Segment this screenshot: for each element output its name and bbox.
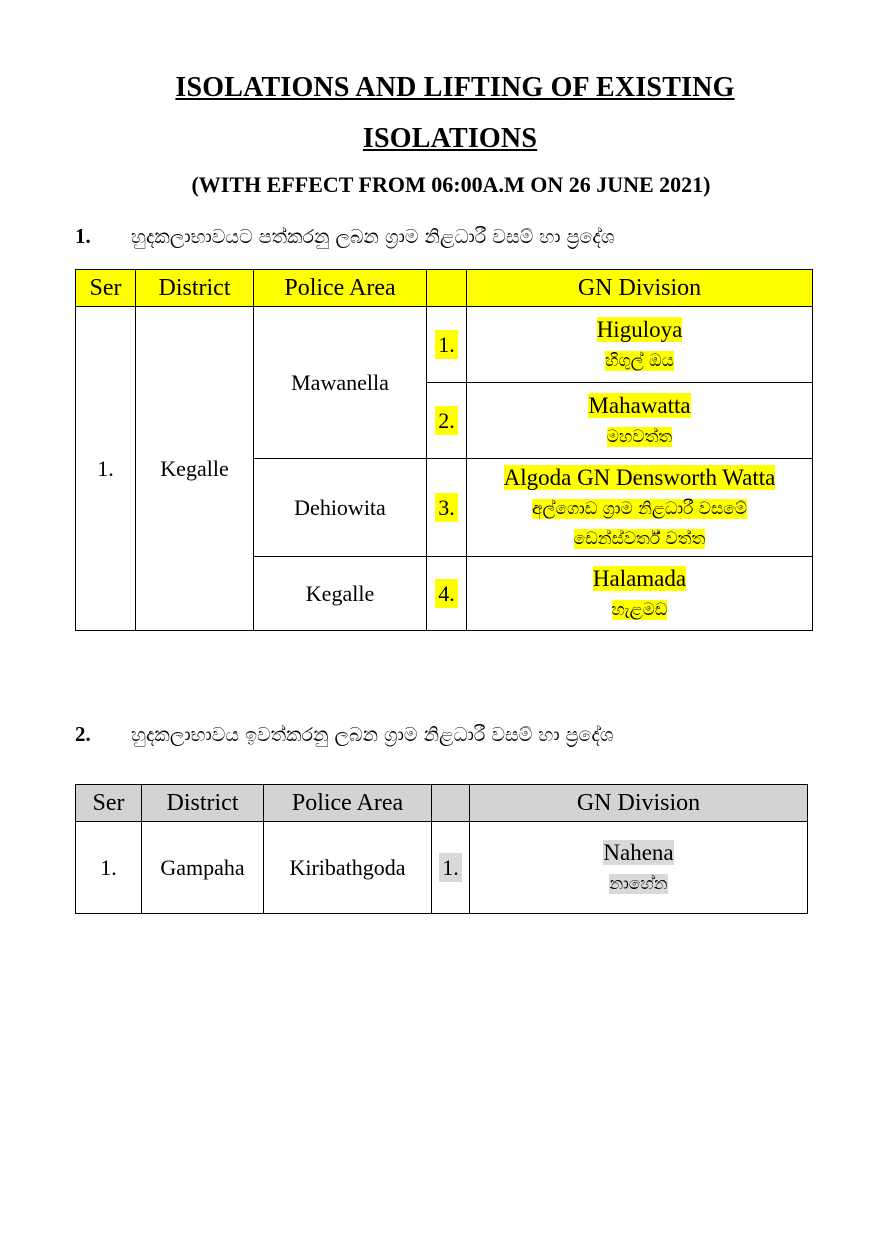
division-number-cell [427, 557, 467, 631]
gn-name-si: නාහේන [609, 873, 668, 894]
section1-number: 1. [75, 224, 91, 248]
table-header-row [76, 270, 813, 307]
police-area-cell: Dehiowita [254, 459, 427, 557]
section1-heading [75, 224, 614, 249]
division-number: 4. [435, 579, 458, 608]
col-header-no [432, 785, 470, 822]
police-area-cell: Mawanella [254, 307, 427, 459]
division-number: 2. [435, 406, 458, 435]
lifted-isolations-table [75, 784, 808, 914]
gn-division-cell [470, 822, 808, 914]
gn-name-si-line1: අල්ගොඩ ග්‍රාම නිළධාරී වසමේ [531, 498, 748, 519]
gn-name-en: Algoda GN Densworth Watta [503, 464, 776, 490]
gn-division-cell [467, 383, 813, 459]
gn-name-si: හිගුල් ඔය [605, 350, 674, 371]
table-row [76, 307, 813, 383]
document-title-line1: ISOLATIONS AND LIFTING OF EXISTING [175, 72, 735, 103]
gn-division-cell [467, 307, 813, 383]
gn-division-cell [467, 557, 813, 631]
col-header-police-area: Police Area [254, 270, 427, 307]
document-title-line2: ISOLATIONS [362, 123, 538, 154]
district-cell: Gampaha [142, 822, 264, 914]
division-number: 1. [439, 853, 462, 882]
table-header-row [76, 785, 808, 822]
effect-date-line: (WITH EFFECT FROM 06:00A.M ON 26 JUNE 2021) [191, 172, 711, 197]
table-row [76, 822, 808, 914]
district-cell: Kegalle [136, 307, 254, 631]
col-header-gn-division: GN Division [470, 785, 808, 822]
section2-number: 2. [75, 722, 91, 746]
division-number-cell [427, 383, 467, 459]
section1-heading-text: හුදකලාභාවයට පත්කරනු ලබන ග්‍රාම නිළධාරී වසම් හා ප්‍රදේශ [131, 226, 615, 248]
division-number-cell [432, 822, 470, 914]
col-header-ser: Ser [76, 785, 142, 822]
col-header-district: District [136, 270, 254, 307]
gn-name-en: Higuloya [596, 316, 683, 342]
gn-name-en: Nahena [603, 839, 674, 865]
col-header-gn-division: GN Division [467, 270, 813, 307]
police-area-cell: Kegalle [254, 557, 427, 631]
gn-name-si: මහවත්ත [606, 426, 673, 447]
isolations-table [75, 269, 813, 631]
police-area-cell: Kiribathgoda [264, 822, 432, 914]
col-header-no [427, 270, 467, 307]
gn-name-en: Halamada [592, 565, 687, 591]
gn-division-cell [467, 459, 813, 557]
col-header-district: District [142, 785, 264, 822]
section2-heading-text: හුදකලාභාවය ඉවත්කරනු ලබන ග්‍රාම නිළධාරී වසම් හා ප්‍රදේශ [131, 724, 614, 746]
division-number-cell [427, 307, 467, 383]
division-number: 3. [435, 493, 458, 522]
gn-name-en: Mahawatta [588, 392, 691, 418]
division-number: 1. [435, 330, 458, 359]
ser-cell: 1. [76, 822, 142, 914]
ser-cell: 1. [76, 307, 136, 631]
section2-heading [75, 722, 613, 747]
gn-name-si-line2: ඩෙන්ස්වර්ත් වත්ත [573, 528, 706, 549]
col-header-police-area: Police Area [264, 785, 432, 822]
division-number-cell [427, 459, 467, 557]
col-header-ser: Ser [76, 270, 136, 307]
gn-name-si: හැළමඩ [611, 599, 668, 620]
